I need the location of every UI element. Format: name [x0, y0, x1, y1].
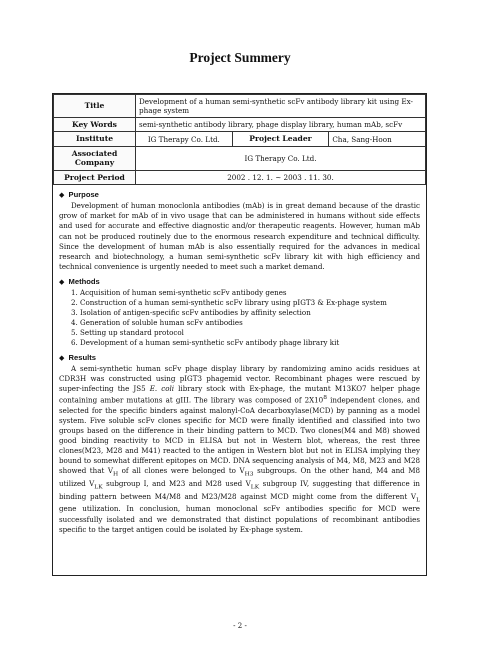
list-item: 3. Isolation of antigen-specific scFv antibodies by affinity selection	[71, 307, 311, 317]
purpose-section	[53, 185, 426, 271]
table-row	[54, 95, 426, 118]
diamond-icon: ◆	[59, 355, 65, 363]
summary-frame	[52, 93, 427, 576]
associated-value: IG Therapy Co. Ltd.	[136, 146, 426, 170]
results-heading: Results	[68, 353, 96, 363]
list-item: 4. Generation of soluble human scFv antibodies	[71, 317, 243, 327]
list-item: 5. Setting up standard protocol	[71, 327, 184, 337]
table-row	[54, 146, 426, 170]
page-number: - 2 -	[233, 622, 247, 630]
associated-label: Associated Company	[54, 146, 136, 170]
list-item: 6. Development of a human semi-synthetic scFv antibody phage library kit	[71, 338, 340, 348]
leader-label: Project Leader	[232, 132, 329, 146]
title-label: Title	[54, 95, 136, 118]
keywords-value: semi-synthetic antibody library, phage display library, human mAb, scFv	[136, 118, 426, 132]
page-title: Project Summery	[189, 50, 291, 65]
keywords-label: Key Words	[54, 118, 136, 132]
methods-list	[59, 288, 420, 348]
period-value: 2002 . 12. 1. ~ 2003 . 11. 30.	[136, 170, 426, 184]
title-value: Development of a human semi-synthetic scFv antibody library kit using Ex-phage system	[136, 95, 426, 118]
period-label: Project Period	[54, 170, 136, 184]
institute-value: IG Therapy Co. Ltd.	[136, 132, 233, 146]
list-item: 2. Construction of a human semi-synthetic scFv library using pIGT3 & Ex-phage system	[71, 297, 387, 307]
project-info-table	[53, 94, 426, 185]
methods-section	[53, 272, 426, 348]
diamond-icon: ◆	[59, 278, 65, 286]
list-item: 1. Acquisition of human semi-synthetic scFv antibody genes	[71, 287, 287, 297]
diamond-icon: ◆	[59, 192, 65, 200]
leader-value: Cha, Sang-Hoon	[329, 132, 426, 146]
table-row	[54, 132, 426, 146]
table-row	[54, 118, 426, 132]
purpose-text: Development of human monoclonla antibodies (mAb) is in great demand because of the drastic grow of market for mAb of in vivo usage that can be administered in humans without side effects and used for accurate and effective diagnostic and/or therapeutic reagents. However, human mAb can not be produced routinely due to the enormous research expenditure and technical difficulty. Since the development of human mAb is also essentially required for the advances in medical research and biotechnology, a human semi-synthetic scFv library kit with high efficiency and technical convenience is urgently needed to meet such a market demand.	[59, 201, 420, 271]
institute-label: Institute	[54, 132, 136, 146]
results-section	[53, 348, 426, 535]
purpose-heading: Purpose	[68, 190, 99, 200]
table-row	[54, 170, 426, 184]
results-text: A semi-synthetic human scFv phage display library by randomizing amino acids residues at CDR3H was constructed using pIGT3 phagemid vector. Recombinant phages were rescued by super-infecting the JS5 E. coli library stock with Ex-phage, the mutant M13KO7 helper phage containing amber mutations at gIII. The library was composed of $2X10^8$ independent clones, and selected for the specific binders against malonyl-CoA decarboxylase(MCD) by panning as a model system. Five soluble scFv clones specific for MCD were finally identified and classified into two groups based on the difference in their binding pattern to MCD. Two clones(M4 and M8) showed good binding reactivity to MCD in ELISA but not in Western blot, whereas, the rest three clones(M23, M28 and M41) reacted to the antigen in Western blot but not in ELISA implying they bound to somewhat different epitopes on MCD. DNA sequencing analysis of M4, M8, M23 and M28 showed that $V_H$ of all clones were belonged to $V_{H3}$ subgroups. On the other hand, M4 and M8 utilized $V_{LK}$ subgroup I, and M23 and M28 used $V_{LK}$ subgroup IV, suggesting that difference in binding pattern between M4/M8 and M23/M28 against MCD might come from the different $V_L$ gene utilization. In conclusion, human monoclonal scFv antibodies specific for MCD were successfully isolated and we demonstrated that distinct populations of recombinant antibodies specific to the target antigen could be isolated by Ex-phage system.	[59, 364, 421, 534]
methods-heading: Methods	[68, 276, 100, 286]
